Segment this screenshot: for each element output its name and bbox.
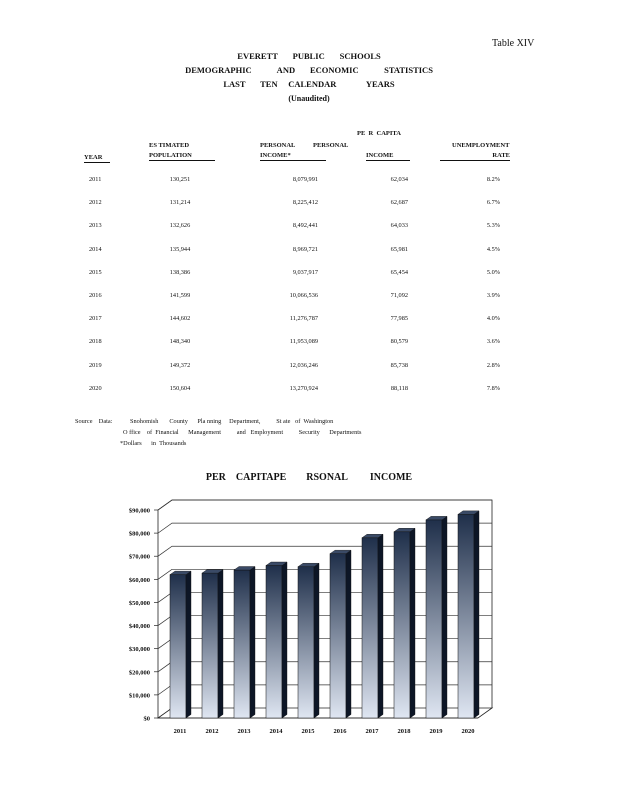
column-header-per-capita-line1: PE R CAPITA	[357, 130, 401, 137]
column-header-income-line2: INCOME*	[260, 151, 326, 161]
per-capita-income-cell: 62,687	[390, 199, 408, 207]
column-header-unemployment-line2: RATE	[440, 151, 510, 161]
bar	[234, 567, 255, 718]
bar-side	[346, 550, 351, 718]
personal-income-cell: 8,079,991	[292, 176, 318, 183]
bar-side	[186, 571, 191, 718]
population-cell: 150,604	[169, 384, 191, 392]
bar	[330, 550, 351, 718]
y-tick-label: $10,000	[128, 692, 150, 700]
x-tick-label: 2018	[397, 728, 411, 735]
source-line-3: *Dollars in Thousands	[120, 440, 187, 447]
y-tick-label: $70,000	[128, 553, 150, 561]
per-capita-income-cell: 64,033	[390, 222, 408, 230]
y-tick-label: $90,000	[128, 507, 150, 515]
per-capita-income-cell: 80,579	[390, 338, 408, 346]
bar	[426, 516, 447, 718]
gridline	[158, 500, 492, 510]
population-cell: 149,372	[169, 361, 191, 369]
bar-side	[474, 511, 479, 718]
chart-x-axis-labels	[174, 728, 475, 735]
bar-face	[426, 520, 442, 718]
title-line-3: LAST TEN CALENDAR YEARS	[223, 79, 395, 89]
unemployment-rate-cell: 7.8%	[486, 384, 500, 392]
personal-income-cell: 8,969,721	[292, 245, 318, 253]
year-cell: 2013	[89, 222, 102, 230]
bar-face	[234, 570, 250, 718]
per-capita-income-cell: 88,118	[390, 384, 408, 392]
bar-side	[314, 563, 319, 718]
bar-face	[362, 538, 378, 718]
chart-y-axis-labels	[129, 508, 150, 723]
column-header-income-line1: PERSONAL	[260, 142, 296, 149]
per-capita-income-chart	[0, 490, 618, 750]
chart-title: PER CAPITAPE RSONAL INCOME	[205, 472, 413, 483]
unemployment-rate-cell: 4.5%	[486, 245, 500, 253]
unemployment-rate-cell: 2.8%	[486, 361, 500, 369]
x-tick-label: 2015	[301, 728, 315, 735]
y-tick-label: $20,000	[128, 669, 150, 677]
column-header-unemployment-line1: UNEMPLOYMENT	[452, 142, 510, 149]
chart-bars	[170, 511, 479, 718]
y-tick-label: $60,000	[128, 576, 150, 584]
year-cell: 2020	[89, 384, 102, 392]
personal-income-cell: 9,037,917	[292, 268, 318, 276]
bar-side	[218, 570, 223, 718]
per-capita-income-cell: 65,454	[390, 268, 408, 276]
table-label: Table XIV	[492, 38, 535, 49]
source-label: Source Data:	[75, 418, 113, 425]
per-capita-income-cell: 65,981	[390, 245, 408, 253]
unemployment-rate-cell: 5.3%	[486, 222, 500, 230]
unemployment-rate-cell: 4.0%	[486, 315, 500, 323]
x-tick-label: 2014	[269, 728, 283, 735]
column-header-population-line1: ES TIMATED	[149, 142, 190, 149]
population-cell: 148,340	[169, 338, 191, 346]
year-cell: 2012	[89, 199, 102, 207]
personal-income-cell: 8,492,441	[292, 222, 318, 230]
y-tick-label: $30,000	[128, 646, 150, 654]
bar-face	[298, 567, 314, 718]
year-cell: 2018	[89, 338, 102, 346]
year-cell: 2011	[89, 176, 102, 183]
y-tick-label: $50,000	[128, 599, 150, 607]
unemployment-rate-cell: 5.0%	[486, 268, 500, 276]
personal-income-cell: 10,066,536	[289, 292, 318, 299]
bar-side	[378, 534, 383, 718]
bar-face	[202, 573, 218, 718]
year-cell: 2017	[89, 315, 102, 323]
year-cell: 2015	[89, 268, 102, 276]
y-tick-label: $40,000	[128, 623, 150, 631]
population-cell: 135,944	[169, 245, 191, 253]
per-capita-income-cell: 62,034	[390, 176, 408, 183]
column-header-year: YEAR	[84, 153, 110, 163]
column-header-per-capita-line2: PERSONAL	[313, 142, 349, 149]
bar-face	[266, 566, 282, 718]
unemployment-rate-cell: 8.2%	[486, 176, 500, 183]
bar	[266, 562, 287, 718]
title-line-2: DEMOGRAPHIC AND ECONOMIC STATISTICS	[185, 65, 433, 75]
bar-side	[250, 567, 255, 718]
year-cell: 2014	[89, 245, 102, 253]
source-line-1: Snohomish County Pla nning Department, St ate of Washington	[130, 418, 334, 425]
x-tick-label: 2016	[333, 728, 347, 735]
bar	[362, 534, 383, 718]
y-tick-label: $0	[143, 715, 150, 723]
column-header-per-capita-line3: INCOME	[366, 151, 410, 161]
per-capita-income-cell: 71,092	[390, 292, 408, 299]
bar	[170, 571, 191, 718]
bar	[202, 570, 223, 718]
population-cell: 131,214	[169, 199, 191, 207]
bar-face	[458, 514, 474, 718]
personal-income-cell: 8,225,412	[292, 199, 318, 207]
column-header-population-line2: POPULATION	[149, 151, 215, 161]
personal-income-cell: 13,270,924	[289, 384, 318, 392]
x-tick-label: 2013	[237, 728, 251, 735]
personal-income-cell: 11,276,787	[289, 315, 318, 323]
bar	[394, 528, 415, 718]
bar-side	[282, 562, 287, 718]
x-tick-label: 2019	[429, 728, 443, 735]
y-tick-label: $80,000	[128, 530, 150, 538]
per-capita-income-cell: 85,738	[390, 361, 408, 369]
per-capita-income-cell: 77,985	[390, 315, 408, 323]
x-tick-label: 2020	[461, 728, 475, 735]
year-cell: 2019	[89, 361, 102, 369]
year-cell: 2016	[89, 292, 102, 299]
bar-face	[330, 554, 346, 718]
bar-face	[394, 532, 410, 718]
bar	[298, 563, 319, 718]
personal-income-cell: 11,953,089	[289, 338, 318, 346]
population-cell: 138,386	[169, 268, 191, 276]
population-cell: 132,626	[169, 222, 191, 230]
population-cell: 130,251	[169, 176, 191, 183]
unemployment-rate-cell: 6.7%	[486, 199, 500, 207]
population-cell: 144,602	[169, 315, 191, 323]
x-tick-label: 2012	[205, 728, 219, 735]
unemployment-rate-cell: 3.6%	[486, 338, 500, 346]
x-tick-label: 2017	[365, 728, 379, 735]
unemployment-rate-cell: 3.9%	[486, 292, 500, 299]
title-line-1: EVERETT PUBLIC SCHOOLS	[237, 51, 381, 61]
bar-side	[442, 516, 447, 718]
bar-face	[170, 575, 186, 718]
personal-income-cell: 12,036,246	[289, 361, 318, 369]
population-cell: 141,599	[169, 292, 191, 299]
title-line-4: (Unaudited)	[288, 94, 330, 103]
bar-side	[410, 528, 415, 718]
bar	[458, 511, 479, 718]
source-line-2: O ffice of Financial Management and Employment Security Departments	[123, 429, 362, 436]
x-tick-label: 2011	[173, 728, 187, 735]
